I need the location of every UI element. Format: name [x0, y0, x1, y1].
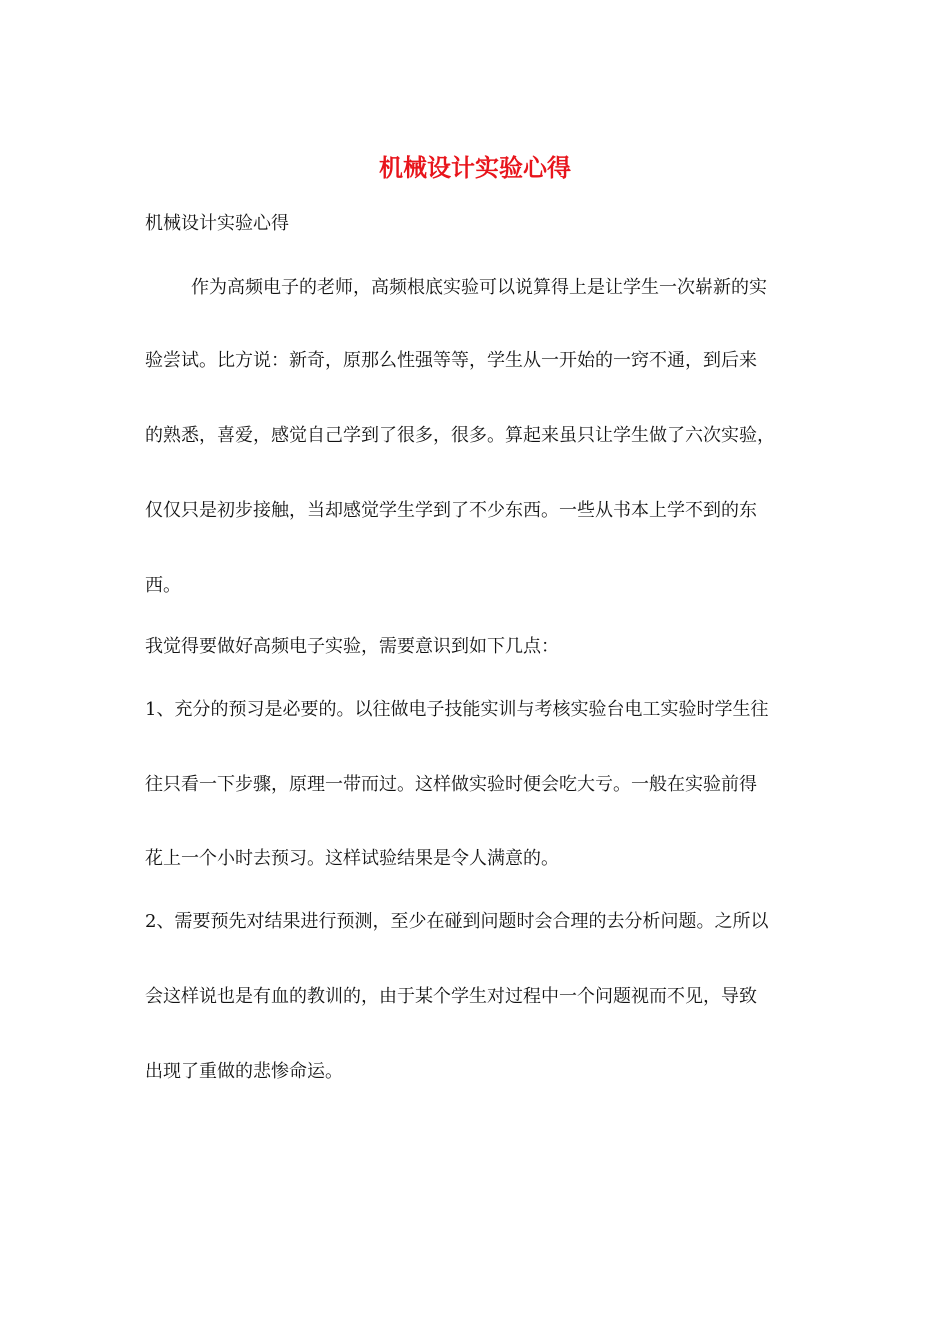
point-2-line-2: 会这样说也是有血的教训的，由于某个学生对过程中一个问题视而不见，导致 [145, 986, 757, 1007]
intro-line-1: 作为高频电子的老师，高频根底实验可以说算得上是让学生一次崭新的实 [191, 277, 767, 298]
document-subtitle: 机械设计实验心得 [145, 213, 289, 234]
point-2-line-3: 出现了重做的悲惨命运。 [145, 1061, 343, 1082]
intro-line-2: 验尝试。比方说：新奇，原那么性强等等，学生从一开始的一窍不通，到后来 [145, 350, 757, 371]
point-1-line-2: 往只看一下步骤，原理一带而过。这样做实验时便会吃大亏。一般在实验前得 [145, 774, 757, 795]
intro-line-5: 西。 [145, 575, 181, 596]
document-title: 机械设计实验心得 [379, 153, 571, 182]
point-2-line-1 [145, 908, 768, 936]
intro-line-3: 的熟悉，喜爱，感觉自己学到了很多，很多。算起来虽只让学生做了六次实验， [145, 425, 775, 446]
point-1-line-3: 花上一个小时去预习。这样试验结果是令人满意的。 [145, 848, 559, 869]
point-2-text-1: 、需要预先对结果进行预测，至少在碰到问题时会合理的去分析问题。之所以 [156, 911, 769, 932]
point-1-number: 1 [145, 699, 157, 720]
point-1-line-1 [145, 696, 768, 724]
point-1-text-1: 、充分的预习是必要的。以往做电子技能实训与考核实验台电工实验时学生往 [156, 699, 769, 720]
point-2-number: 2 [145, 911, 157, 932]
points-intro: 我觉得要做好高频电子实验，需要意识到如下几点： [145, 636, 559, 657]
intro-line-4: 仅仅只是初步接触，当却感觉学生学到了不少东西。一些从书本上学不到的东 [145, 500, 757, 521]
